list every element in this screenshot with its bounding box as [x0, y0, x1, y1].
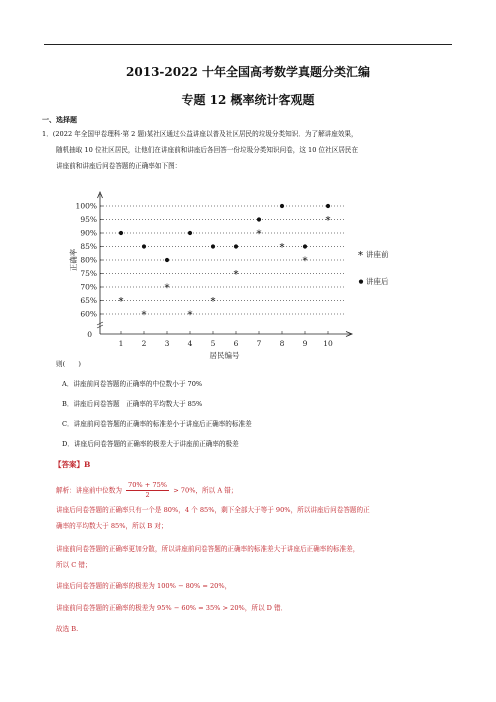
y-tick-label: 60% [80, 309, 97, 319]
after-point [165, 258, 169, 262]
x-tick-label: 2 [141, 339, 147, 348]
legend-label-before: 讲座前 [366, 250, 389, 260]
document-title: 2013-2022 十年全国高考数学真题分类汇编 [126, 65, 370, 79]
x-tick-label: 7 [256, 339, 262, 348]
after-point [142, 244, 146, 248]
after-point [303, 244, 307, 248]
analysis-line: 讲座前问卷答题的正确率的极差为 95% − 60% = 35% > 20%，所以 D 错． [56, 604, 288, 612]
x-axis-label: 居民编号 [209, 351, 240, 360]
chart-ticks [76, 202, 333, 361]
chart-marks [119, 204, 331, 321]
question-text-line: 随机抽取 10 位社区居民，让他们在讲座前和讲座后各回答一份垃圾分类知识问卷，这 10 位社区居民在 [56, 146, 359, 154]
y-tick-label: 75% [80, 269, 97, 278]
before-point: * [187, 310, 193, 321]
chart-axes [68, 192, 352, 337]
x-tick-label: 4 [187, 339, 193, 348]
y-tick-label: 70% [80, 282, 97, 292]
question-text-line: 讲座前和讲座后问卷答题的正确率如下图： [56, 162, 182, 170]
x-tick-label: 9 [302, 339, 308, 348]
section-heading: 一、选择题 [42, 115, 77, 124]
legend-label-after: 讲座后 [366, 277, 389, 287]
y-tick-label: 85% [80, 242, 97, 251]
after-point [188, 231, 192, 235]
before-point: * [256, 229, 262, 240]
y-axis-label: 正确率 [69, 248, 78, 272]
x-tick-label: 6 [233, 339, 239, 348]
after-point [257, 217, 261, 221]
option-a[interactable]: A．讲座前问卷答题的正确率的中位数小于 70% [62, 380, 203, 388]
before-point: * [325, 215, 331, 227]
before-point: * [118, 296, 124, 308]
fraction-denominator: 2 [145, 491, 150, 499]
x-tick-label: 1 [118, 339, 124, 348]
before-point: * [210, 296, 216, 308]
answer-label: 【答案】B [54, 460, 91, 469]
fraction-numerator: 70% + 75% [128, 481, 168, 489]
analysis-line: 讲座后问卷答题的正确率只有一个是 80%，4 个 85%，剩下全部大于等于 90%，所以讲座后问卷答题的正 [56, 506, 370, 514]
option-b[interactable]: B．讲座后问卷答题 正确率的平均数大于 85% [62, 400, 203, 408]
y-tick-label: 80% [80, 255, 97, 265]
analysis-prefix: 解析：讲座前中位数为 [56, 486, 122, 495]
median-fraction [126, 481, 169, 500]
x-tick-label: 8 [279, 339, 285, 348]
document-subtitle: 专题 12 概率统计客观题 [181, 93, 315, 107]
analysis-line: 所以 C 错； [56, 561, 92, 569]
before-point: * [141, 310, 147, 321]
after-point [211, 244, 215, 248]
y-tick-label: 65% [80, 296, 97, 305]
after-point [119, 231, 123, 235]
scatter-chart [68, 190, 398, 360]
x-tick-label: 3 [164, 339, 170, 348]
analysis-line [56, 481, 237, 500]
option-c[interactable]: C．讲座前问卷答题的正确率的标准差小于讲座后正确率的标准差 [62, 420, 252, 428]
before-point: * [164, 283, 170, 294]
after-point [280, 204, 284, 208]
x-tick-label: 10 [323, 339, 333, 348]
question-text-line: 1．(2022 年全国甲卷理科·第 2 题)某社区通过公益讲座以普及社区居民的垃圾分类知识．为了解讲座效果， [42, 130, 358, 138]
x-tick-label: 5 [210, 339, 216, 348]
before-point: * [302, 256, 308, 267]
y-tick-label: 100% [75, 201, 97, 211]
analysis-line: 讲座后问卷答题的正确率的极差为 100% − 80% = 20%， [56, 582, 232, 590]
after-point [234, 244, 238, 248]
y-tick-label: 90% [80, 228, 97, 238]
y-tick-label: 95% [80, 215, 97, 224]
before-point: * [233, 269, 239, 281]
option-d[interactable]: D．讲座后问卷答题的正确率的极差大于讲座前正确率的极差 [62, 440, 239, 448]
legend-marker-before: * [358, 250, 363, 262]
origin-label: 0 [87, 330, 92, 339]
legend-marker-after [359, 280, 363, 284]
conclusion: 故选 B. [56, 625, 79, 633]
analysis-line: 讲座前问卷答题的正确率更加分散，所以讲座前问卷答题的正确率的标准差大于讲座后正确率的标准差， [56, 545, 360, 553]
question-prompt: 则( ) [56, 360, 81, 368]
after-point [326, 204, 330, 208]
header-rule [44, 44, 452, 45]
chart-legend [358, 249, 389, 286]
before-point: * [279, 242, 285, 254]
analysis-suffix: > 70%，所以 A 错； [173, 486, 238, 495]
analysis-line: 确率的平均数大于 85%，所以 B 对； [56, 522, 168, 530]
